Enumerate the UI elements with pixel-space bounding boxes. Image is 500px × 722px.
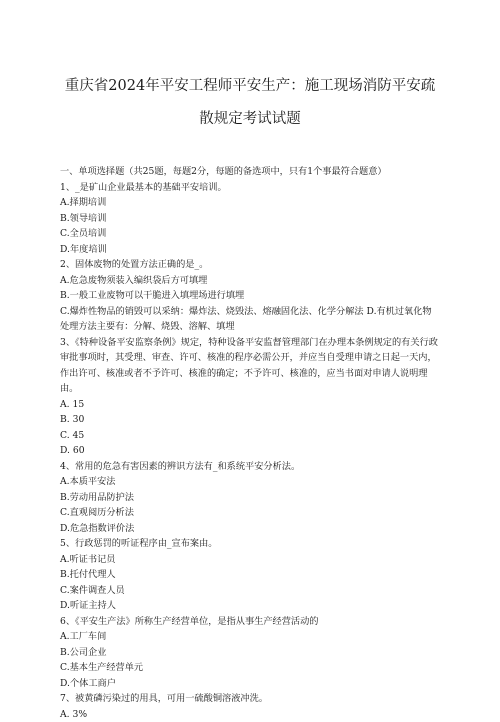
question-5-option-c: C.案件调查人员 (60, 583, 440, 599)
question-1-option-c: C.全员培训 (60, 226, 440, 242)
question-3-stem: 3、《特种设备平安监察条例》规定，特种设备平安监督管理部门在办理本条例规定的有关行政审批事项时，其受理、审查、许可、核准的程序必需公开，并应当自受理申请之日起一天内，作出许可、核准或者不予许可、核准的确定；不予许可、核准的，应当书面对申请人说明理由。 (60, 335, 440, 397)
question-6-option-d: D.个体工商户 (60, 676, 440, 692)
question-6-option-c: C.基本生产经营单元 (60, 660, 440, 676)
question-7-option-a: A. 3% (60, 707, 440, 722)
question-4-option-c: C.直观阅历分析法 (60, 505, 440, 521)
question-5-option-a: A.听证书记员 (60, 552, 440, 568)
question-6-option-b: B.公司企业 (60, 645, 440, 661)
question-6-stem: 6、《平安生产法》所称生产经营单位，是指从事生产经营活动的 (60, 614, 440, 630)
question-1-stem: 1、_是矿山企业最基本的基础平安培训。 (60, 180, 440, 196)
question-1-option-b: B.领导培训 (60, 211, 440, 227)
question-4-option-a: A.本质平安法 (60, 474, 440, 490)
question-7-stem: 7、被黄磷污染过的用具，可用一硫酸铜溶液冲洗。 (60, 691, 440, 707)
question-3-option-c: C. 45 (60, 428, 440, 444)
question-5-option-b: B.托付代理人 (60, 567, 440, 583)
question-2-option-b: B.一般工业废物可以干脆进入填埋场进行填埋 (60, 288, 440, 304)
title-line-2: 散规定考试试题 (60, 103, 440, 136)
question-1-option-d: D.年度培训 (60, 242, 440, 258)
question-2-option-a: A.危急废物须装入编织袋后方可填埋 (60, 273, 440, 289)
question-2-option-cd: C.爆炸性物品的销毁可以采纳：爆炸法、烧毁法、熔融固化法、化学分解法 D.有机过氧化物处理方法主要有：分解、烧毁、溶解、填埋 (60, 304, 440, 335)
question-3-option-b: B. 30 (60, 412, 440, 428)
document-body (60, 164, 440, 722)
question-3-option-a: A. 15 (60, 397, 440, 413)
question-1-option-a: A.择期培训 (60, 195, 440, 211)
question-4-option-d: D.危急指数评价法 (60, 521, 440, 537)
document-title (60, 0, 440, 136)
question-3-option-d: D. 60 (60, 443, 440, 459)
question-5-stem: 5、行政惩罚的听证程序由_宣布案由。 (60, 536, 440, 552)
title-line-1: 重庆省2024年平安工程师平安生产：施工现场消防平安疏 (60, 70, 440, 103)
question-2-stem: 2、固体废物的处置方法正确的是_。 (60, 257, 440, 273)
question-4-stem: 4、常用的危急有害因素的辨识方法有_和系统平安分析法。 (60, 459, 440, 475)
question-5-option-d: D.听证主持人 (60, 598, 440, 614)
section-header: 一、单项选择题（共25题，每题2分，每题的备选项中，只有1个事最符合题意） (60, 164, 440, 180)
question-6-option-a: A.工厂车间 (60, 629, 440, 645)
question-4-option-b: B.劳动用品防护法 (60, 490, 440, 506)
